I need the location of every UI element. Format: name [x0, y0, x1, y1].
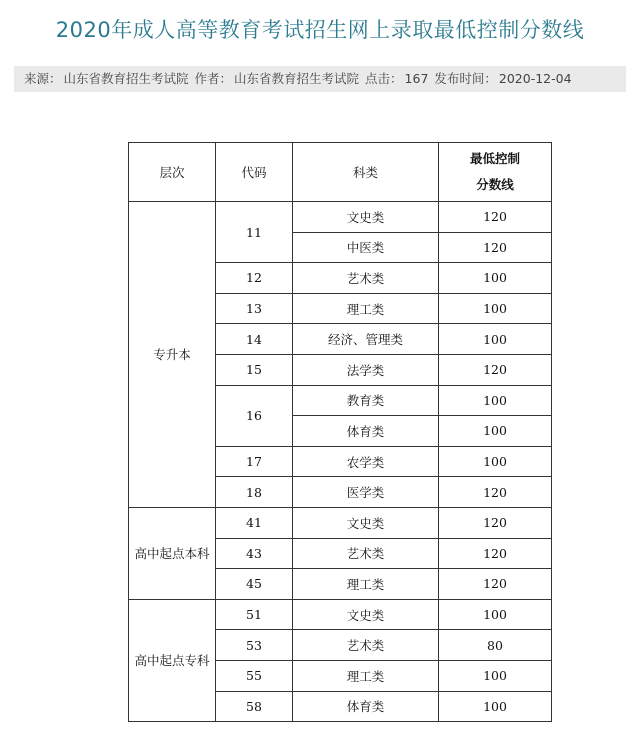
score-cell: 100 [439, 691, 552, 722]
author-label: 作者： [194, 71, 233, 86]
code-cell: 14 [216, 324, 293, 355]
code-cell: 17 [216, 446, 293, 477]
subject-cell: 艺术类 [293, 538, 439, 569]
code-cell: 58 [216, 691, 293, 722]
score-cell: 120 [439, 354, 552, 385]
header-subject: 科类 [293, 143, 439, 202]
code-cell: 12 [216, 263, 293, 294]
source-value: 山东省教育招生考试院 [63, 71, 189, 86]
score-cell: 100 [439, 293, 552, 324]
article-meta-bar [14, 66, 626, 92]
subject-cell: 体育类 [293, 416, 439, 447]
table-body [129, 202, 552, 722]
score-cell: 100 [439, 446, 552, 477]
score-cell: 100 [439, 263, 552, 294]
subject-cell: 法学类 [293, 354, 439, 385]
date-value: 2020-12-04 [498, 71, 572, 86]
subject-cell: 文史类 [293, 507, 439, 538]
code-cell: 53 [216, 630, 293, 661]
code-cell: 15 [216, 354, 293, 385]
subject-cell: 文史类 [293, 599, 439, 630]
level-cell: 高中起点本科 [129, 507, 216, 599]
header-score-line2: 分数线 [476, 177, 514, 192]
score-cell: 100 [439, 416, 552, 447]
subject-cell: 经济、管理类 [293, 324, 439, 355]
clicks-label: 点击： [365, 71, 403, 86]
subject-cell: 艺术类 [293, 630, 439, 661]
source-label: 来源： [24, 71, 62, 86]
code-cell: 13 [216, 293, 293, 324]
date-label: 发布时间： [434, 71, 497, 86]
subject-cell: 艺术类 [293, 263, 439, 294]
subject-cell: 医学类 [293, 477, 439, 508]
score-cell: 120 [439, 538, 552, 569]
score-cell: 120 [439, 507, 552, 538]
clicks-value: 167 [404, 71, 429, 86]
author-value: 山东省教育招生考试院 [234, 71, 360, 86]
subject-cell: 农学类 [293, 446, 439, 477]
subject-cell: 体育类 [293, 691, 439, 722]
header-code: 代码 [216, 143, 293, 202]
code-cell: 45 [216, 569, 293, 600]
subject-cell: 中医类 [293, 232, 439, 263]
table-row [129, 202, 552, 233]
score-table [128, 142, 552, 722]
score-cell: 100 [439, 324, 552, 355]
table-row [129, 507, 552, 538]
table-row [129, 599, 552, 630]
header-score-line1: 最低控制 [469, 151, 520, 166]
subject-cell: 文史类 [293, 202, 439, 233]
score-cell: 80 [439, 630, 552, 661]
level-cell: 高中起点专科 [129, 599, 216, 721]
code-cell: 41 [216, 507, 293, 538]
page-title: 2020年成人高等教育考试招生网上录取最低控制分数线 [55, 18, 585, 42]
code-cell: 43 [216, 538, 293, 569]
score-cell: 100 [439, 660, 552, 691]
code-cell: 18 [216, 477, 293, 508]
code-cell: 16 [216, 385, 293, 446]
header-score [439, 143, 552, 202]
score-cell: 100 [439, 599, 552, 630]
header-level: 层次 [129, 143, 216, 202]
subject-cell: 理工类 [293, 569, 439, 600]
subject-cell: 教育类 [293, 385, 439, 416]
score-cell: 120 [439, 569, 552, 600]
code-cell: 11 [216, 202, 293, 263]
level-cell: 专升本 [129, 202, 216, 508]
score-cell: 120 [439, 202, 552, 233]
score-cell: 100 [439, 385, 552, 416]
score-cell: 120 [439, 477, 552, 508]
score-cell: 120 [439, 232, 552, 263]
subject-cell: 理工类 [293, 293, 439, 324]
code-cell: 51 [216, 599, 293, 630]
table-header-row [129, 143, 552, 202]
subject-cell: 理工类 [293, 660, 439, 691]
code-cell: 55 [216, 660, 293, 691]
